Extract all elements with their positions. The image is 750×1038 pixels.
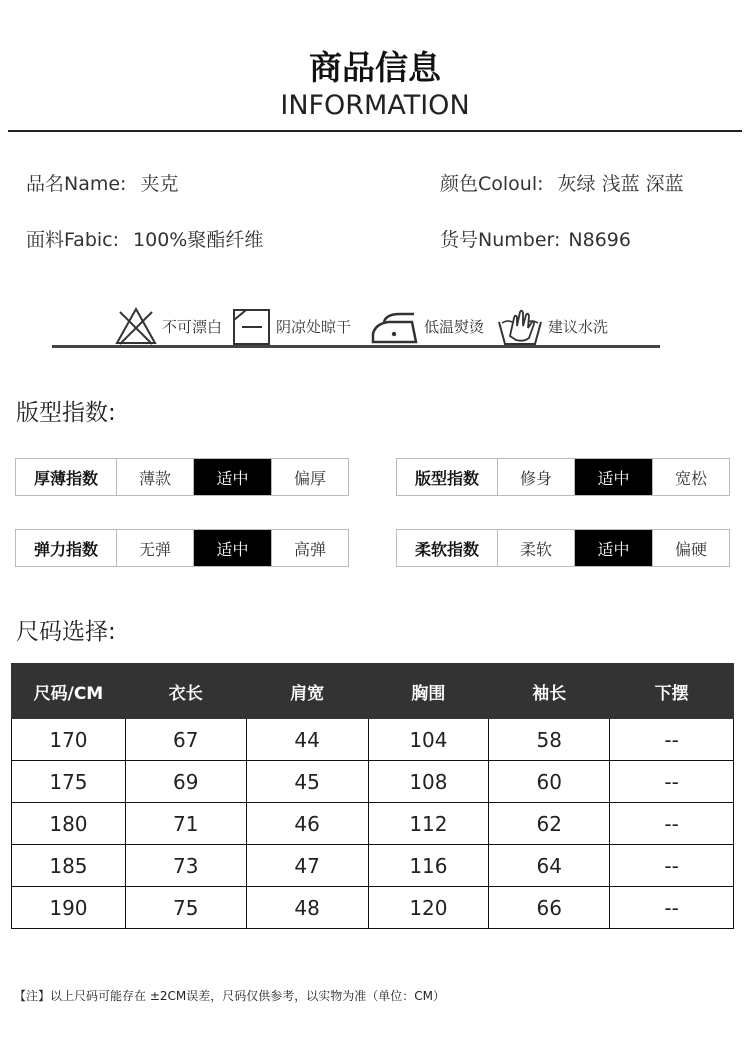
care-label: 不可漂白 — [162, 317, 223, 336]
size-section-title: 尺码选择: — [16, 619, 116, 645]
care-divider — [52, 345, 660, 348]
table-row — [12, 803, 734, 845]
table-row — [12, 761, 734, 803]
index-option-selected: 适中 — [194, 530, 272, 566]
index-option-selected: 适中 — [575, 530, 653, 566]
header-divider — [8, 130, 742, 132]
size-note: 【注】以上尺码可能存在 ±2CM误差，尺码仅供参考，以实物为准（单位：CM） — [14, 989, 445, 1003]
hand-wash-icon — [496, 306, 544, 346]
index-option: 柔软 — [498, 530, 575, 566]
column-header: 下摆 — [610, 664, 734, 719]
number-label: 货号Number: — [440, 229, 561, 251]
table-cell: 180 — [12, 803, 126, 845]
no-bleach-icon — [114, 306, 158, 346]
table-cell: 67 — [125, 719, 246, 761]
care-shade-dry — [232, 306, 351, 346]
table-row — [12, 719, 734, 761]
name-label: 品名Name: — [26, 173, 127, 195]
column-header: 尺码/CM — [12, 664, 126, 719]
table-cell: 170 — [12, 719, 126, 761]
care-low-iron — [370, 306, 484, 346]
index-name: 柔软指数 — [397, 530, 498, 566]
info-color — [440, 169, 684, 196]
page-subtitle: INFORMATION — [280, 90, 470, 121]
info-name — [26, 169, 178, 196]
table-cell: 47 — [246, 845, 368, 887]
index-option: 修身 — [498, 459, 575, 495]
table-header-row — [12, 664, 734, 719]
care-label: 阴凉处晾干 — [276, 317, 352, 336]
table-cell: -- — [610, 845, 734, 887]
table-cell: -- — [610, 761, 734, 803]
care-hand-wash — [496, 306, 608, 346]
table-cell: -- — [610, 719, 734, 761]
index-option: 偏硬 — [674, 539, 707, 559]
table-cell: 120 — [368, 887, 489, 929]
color-value: 灰绿 浅蓝 深蓝 — [557, 173, 684, 195]
column-header: 衣长 — [125, 664, 246, 719]
care-label: 低温熨烫 — [424, 317, 485, 336]
care-label: 建议水洗 — [548, 317, 609, 336]
index-option-selected: 适中 — [194, 459, 272, 495]
number-value: N8696 — [568, 229, 631, 251]
column-header: 肩宽 — [246, 664, 368, 719]
fit-index-shape — [396, 458, 730, 496]
color-label: 颜色Coloul: — [440, 173, 544, 195]
table-cell: 66 — [489, 887, 610, 929]
fit-index-thickness — [15, 458, 349, 496]
table-cell: 64 — [489, 845, 610, 887]
fit-index-elasticity — [15, 529, 349, 567]
table-cell: 48 — [246, 887, 368, 929]
table-row — [12, 845, 734, 887]
column-header: 胸围 — [368, 664, 489, 719]
index-option-selected: 适中 — [575, 459, 653, 495]
table-cell: 190 — [12, 887, 126, 929]
index-option: 高弹 — [293, 539, 326, 559]
index-name: 弹力指数 — [16, 530, 117, 566]
table-row — [12, 887, 734, 929]
table-cell: 60 — [489, 761, 610, 803]
info-fabric — [26, 225, 263, 252]
shade-dry-icon — [232, 306, 272, 346]
table-cell: 116 — [368, 845, 489, 887]
table-cell: 175 — [12, 761, 126, 803]
table-cell: 112 — [368, 803, 489, 845]
index-option: 宽松 — [674, 468, 707, 488]
table-cell: 69 — [125, 761, 246, 803]
table-cell: 73 — [125, 845, 246, 887]
index-name: 厚薄指数 — [16, 459, 117, 495]
info-number — [440, 225, 631, 252]
table-cell: 75 — [125, 887, 246, 929]
fit-index-softness — [396, 529, 730, 567]
index-option: 无弹 — [117, 530, 194, 566]
index-option: 薄款 — [117, 459, 194, 495]
table-cell: 58 — [489, 719, 610, 761]
column-header: 袖长 — [489, 664, 610, 719]
fit-section-title: 版型指数: — [16, 400, 116, 426]
table-cell: 46 — [246, 803, 368, 845]
table-cell: -- — [610, 803, 734, 845]
table-cell: 71 — [125, 803, 246, 845]
table-cell: 45 — [246, 761, 368, 803]
table-cell: 62 — [489, 803, 610, 845]
page-title: 商品信息 — [309, 48, 441, 87]
size-table — [11, 663, 734, 929]
index-option: 偏厚 — [293, 468, 326, 488]
table-cell: 44 — [246, 719, 368, 761]
low-iron-icon — [370, 306, 420, 346]
table-cell: 108 — [368, 761, 489, 803]
fabric-label: 面料Fabic: — [26, 229, 120, 251]
care-no-bleach — [114, 306, 222, 346]
index-name: 版型指数 — [397, 459, 498, 495]
table-cell: 104 — [368, 719, 489, 761]
name-value: 夹克 — [140, 173, 179, 195]
fabric-value: 100%聚酯纤维 — [133, 229, 264, 251]
table-cell: 185 — [12, 845, 126, 887]
table-cell: -- — [610, 887, 734, 929]
